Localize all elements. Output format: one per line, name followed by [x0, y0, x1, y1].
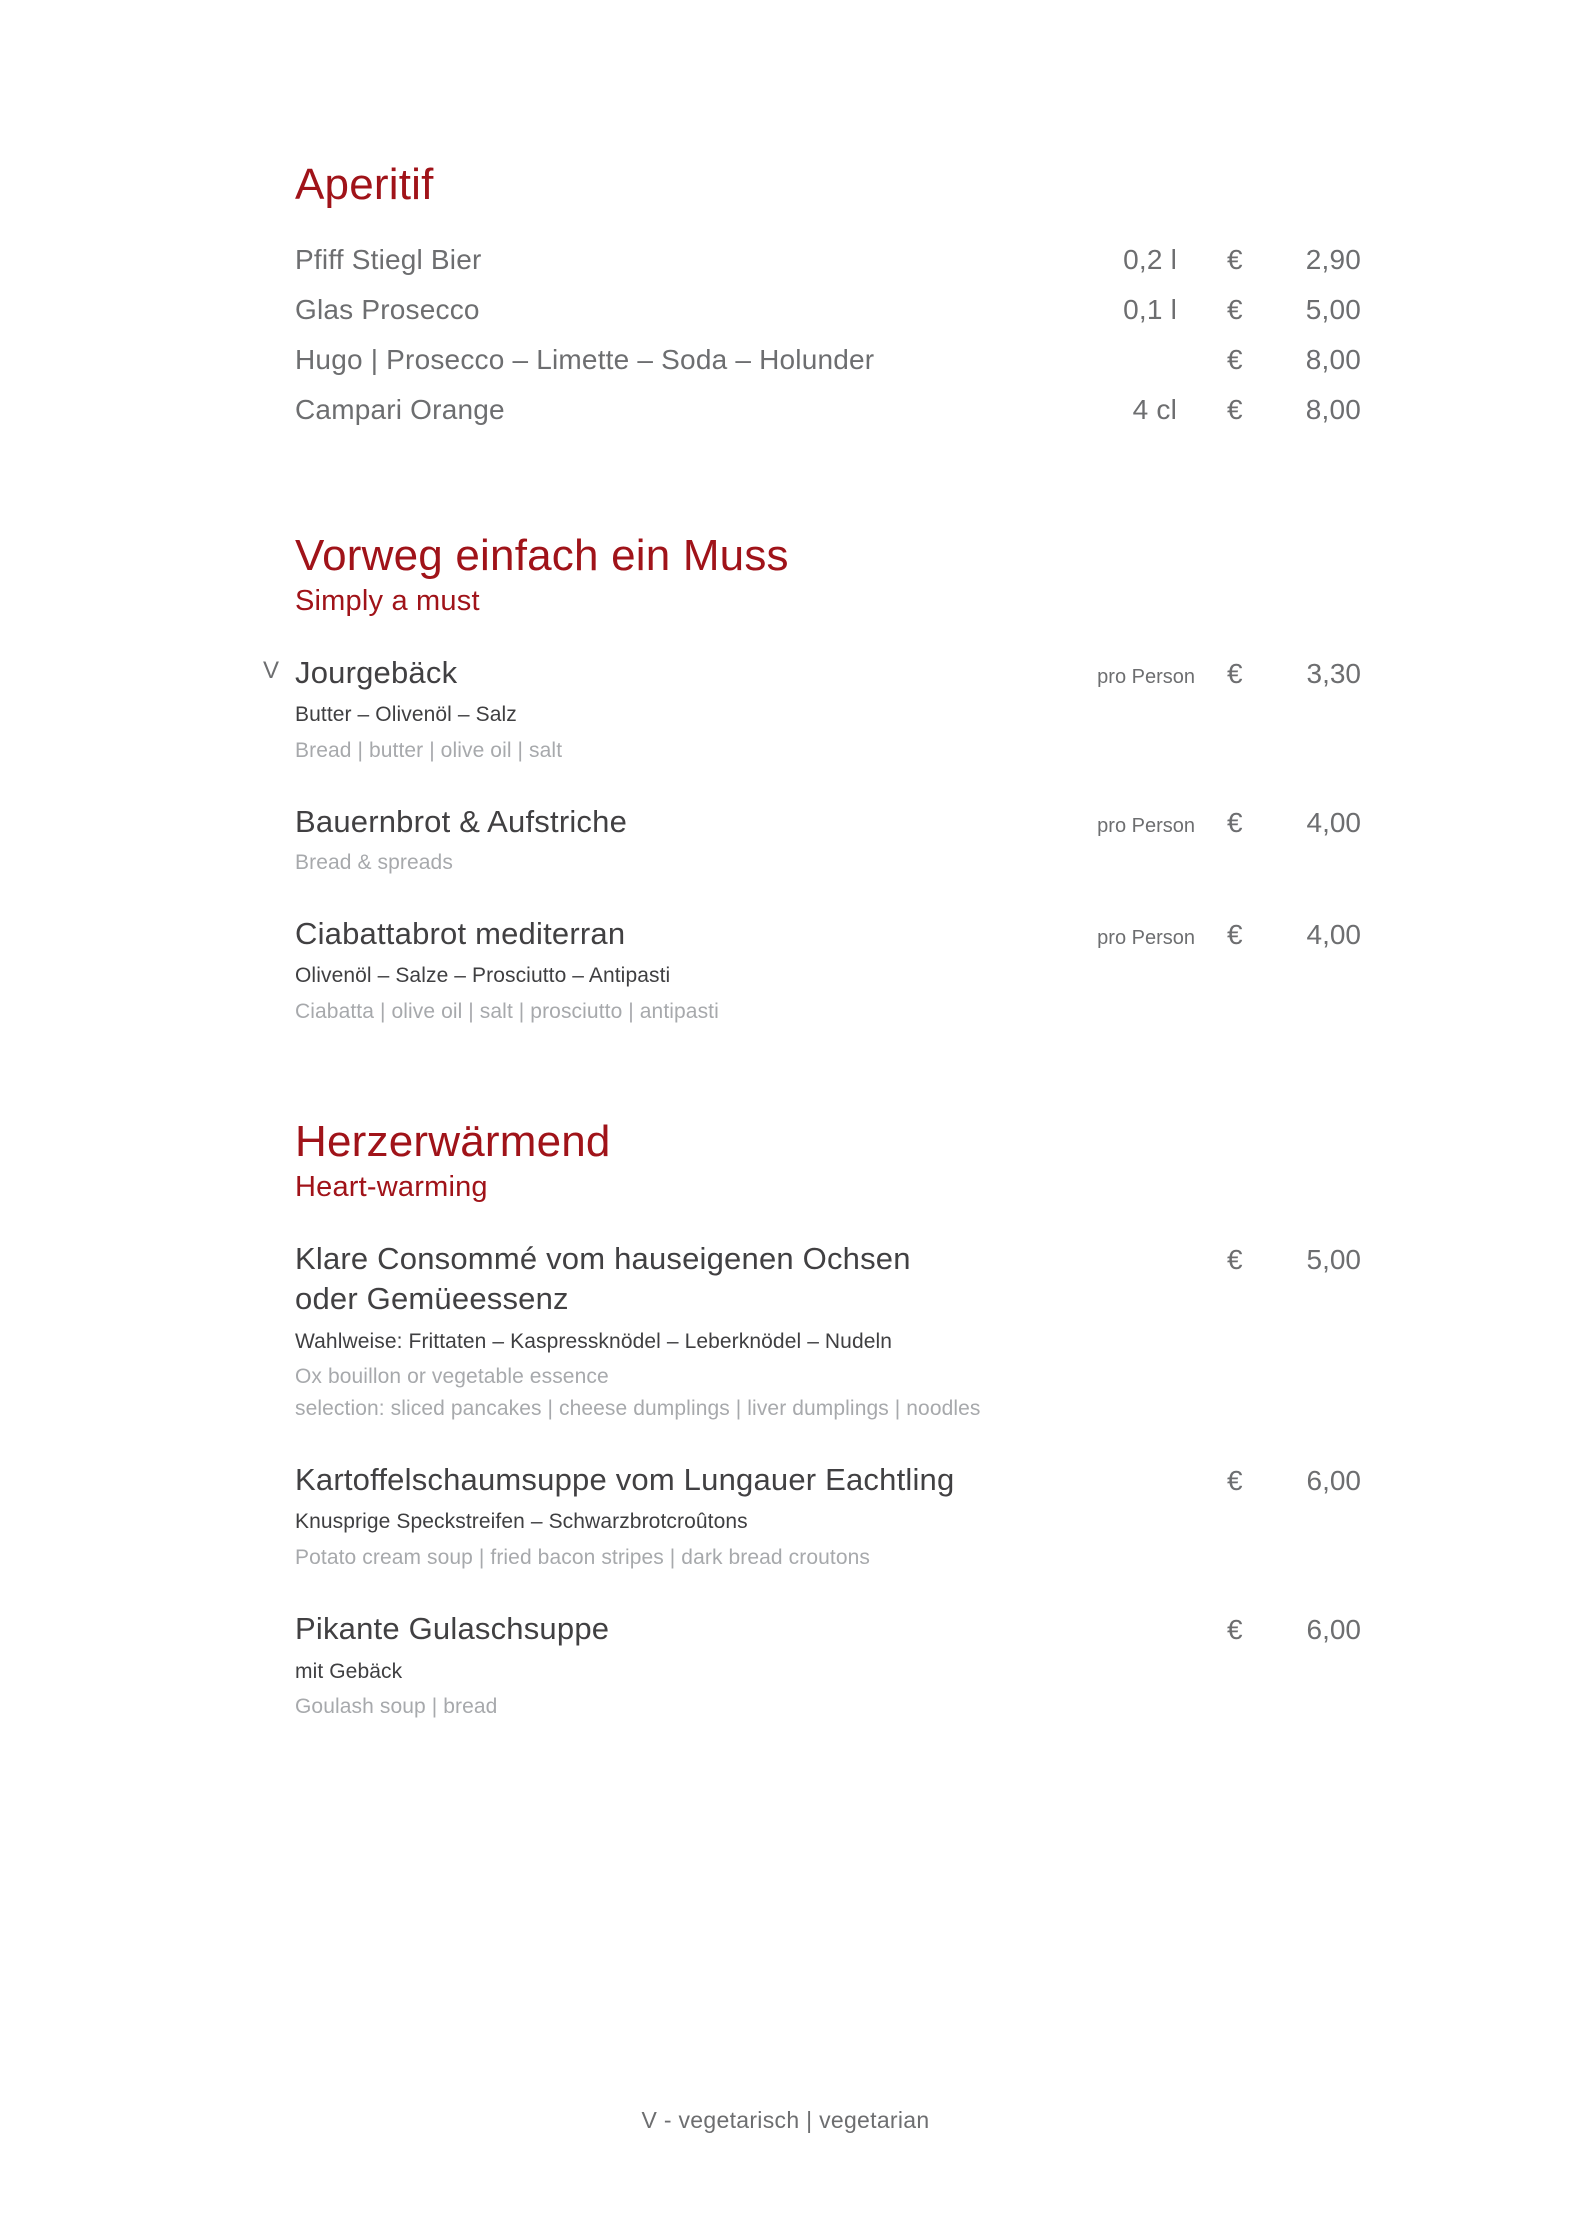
drink-name: Glas Prosecco [295, 294, 480, 326]
dish-description-de: Wahlweise: Frittaten – Kaspressknödel – Leberknödel – Nudeln [295, 1329, 893, 1353]
drink-quantity: 0,2 l [1123, 244, 1177, 276]
list-item [295, 1609, 1361, 1722]
dish-title: Bauernbrot & Aufstriche [295, 804, 628, 840]
currency-symbol: € [1227, 1244, 1243, 1275]
drink-price: 5,00 [1305, 294, 1361, 326]
currency-symbol: € [1227, 394, 1243, 426]
currency-symbol: € [1227, 244, 1243, 276]
dish-description-en-line: Potato cream soup | fried bacon stripes | dark bread croutons [295, 1545, 870, 1569]
dish-description-en-line: Bread & spreads [295, 850, 453, 874]
dish-per-person: pro Person [1097, 927, 1195, 950]
section-title: Vorweg einfach ein Muss [295, 531, 789, 581]
list-item [295, 1239, 1361, 1424]
dish-header [295, 653, 1361, 693]
currency-symbol: € [1227, 1465, 1243, 1497]
section-heading-herzerwaermend [295, 1117, 1361, 1203]
drink-price: 2,90 [1305, 244, 1361, 276]
list-item [295, 385, 1361, 435]
dish-description-en-line: selection: sliced pancakes | cheese dumplings | liver dumplings | noodles [295, 1396, 981, 1420]
dish-description-en-line: Goulash soup | bread [295, 1695, 498, 1718]
dish-header [295, 1609, 1361, 1649]
dish-description-de: mit Gebäck [295, 1659, 403, 1683]
dish-description-en [295, 1361, 1361, 1424]
dish-title: Pikante Gulaschsuppe [295, 1611, 610, 1647]
section-heading-vorweg [295, 531, 1361, 617]
dish-per-person: pro Person [1097, 666, 1195, 688]
dish-title: Ciabattabrot mediterran [295, 916, 626, 952]
dish-price: 6,00 [1306, 1614, 1361, 1646]
currency-symbol: € [1227, 919, 1243, 951]
drink-price: 8,00 [1305, 394, 1361, 426]
section-aperitif [295, 160, 1361, 435]
drink-quantity: 4 cl [1132, 394, 1177, 426]
currency-symbol: € [1227, 344, 1243, 376]
dish-price: 4,00 [1306, 919, 1361, 951]
dish-price: 4,00 [1306, 807, 1361, 839]
currency-symbol: € [1227, 658, 1243, 689]
dish-description-en [295, 996, 1361, 1028]
dish-description-de: Olivenöl – Salze – Prosciutto – Antipasti [295, 964, 671, 988]
list-item [295, 285, 1361, 335]
dish-header [295, 1239, 1361, 1320]
list-item [295, 802, 1361, 878]
section-subtitle: Heart-warming [295, 1170, 488, 1203]
list-item [263, 653, 1361, 766]
dish-header [295, 1460, 1361, 1500]
dish-per-person: pro Person [1097, 815, 1195, 838]
drink-name: Campari Orange [295, 394, 505, 426]
section-subtitle: Simply a must [295, 584, 480, 617]
drink-price: 8,00 [1305, 344, 1361, 376]
section-title: Herzerwärmend [295, 1117, 611, 1167]
section-heading-aperitif [295, 160, 1361, 209]
dish-description-en-line: Ciabatta | olive oil | salt | prosciutto | antipasti [295, 999, 719, 1023]
dish-price: 3,30 [1306, 658, 1361, 689]
dish-title: Kartoffelschaumsuppe vom Lungauer Eachtling [295, 1462, 955, 1498]
drink-quantity: 0,1 l [1123, 294, 1177, 326]
dish-header [295, 802, 1361, 842]
dish-description-en-line: Ox bouillon or vegetable essence [295, 1365, 609, 1389]
list-item [295, 335, 1361, 385]
vegetarian-marker-icon: V [263, 657, 280, 684]
dish-title [295, 1239, 1035, 1320]
section-vorweg [263, 531, 1361, 1027]
dish-header [295, 914, 1361, 954]
dish-description-en [295, 1542, 1361, 1574]
dish-description-en [295, 847, 1361, 879]
currency-symbol: € [1227, 807, 1243, 839]
list-item [295, 914, 1361, 1027]
dish-description-en [295, 735, 1361, 767]
section-herzerwaermend [295, 1117, 1361, 1722]
currency-symbol: € [1227, 294, 1243, 326]
dish-price: 6,00 [1306, 1465, 1361, 1497]
drink-name: Pfiff Stiegl Bier [295, 244, 482, 276]
list-item [295, 1460, 1361, 1573]
dish-description-en [295, 1691, 1361, 1723]
dish-description-en-line: Bread | butter | olive oil | salt [295, 738, 563, 762]
dish-title-line-1: Klare Consommé vom hauseigenen Ochsen [295, 1241, 911, 1276]
dish-title: Jourgebäck [295, 655, 458, 690]
list-item [295, 235, 1361, 285]
currency-symbol: € [1227, 1614, 1243, 1646]
section-title: Aperitif [295, 160, 434, 209]
footer-note: V - vegetarisch | vegetarian [641, 2107, 930, 2133]
dish-description-de: Butter – Olivenöl – Salz [295, 703, 517, 727]
dish-description-de: Knusprige Speckstreifen – Schwarzbrotcroûtons [295, 1510, 748, 1534]
dish-price: 5,00 [1306, 1244, 1361, 1275]
aperitif-drink-list [295, 235, 1361, 435]
dish-title-line-2: oder Gemüeessenz [295, 1281, 569, 1317]
drink-name: Hugo | Prosecco – Limette – Soda – Holunder [295, 344, 875, 376]
